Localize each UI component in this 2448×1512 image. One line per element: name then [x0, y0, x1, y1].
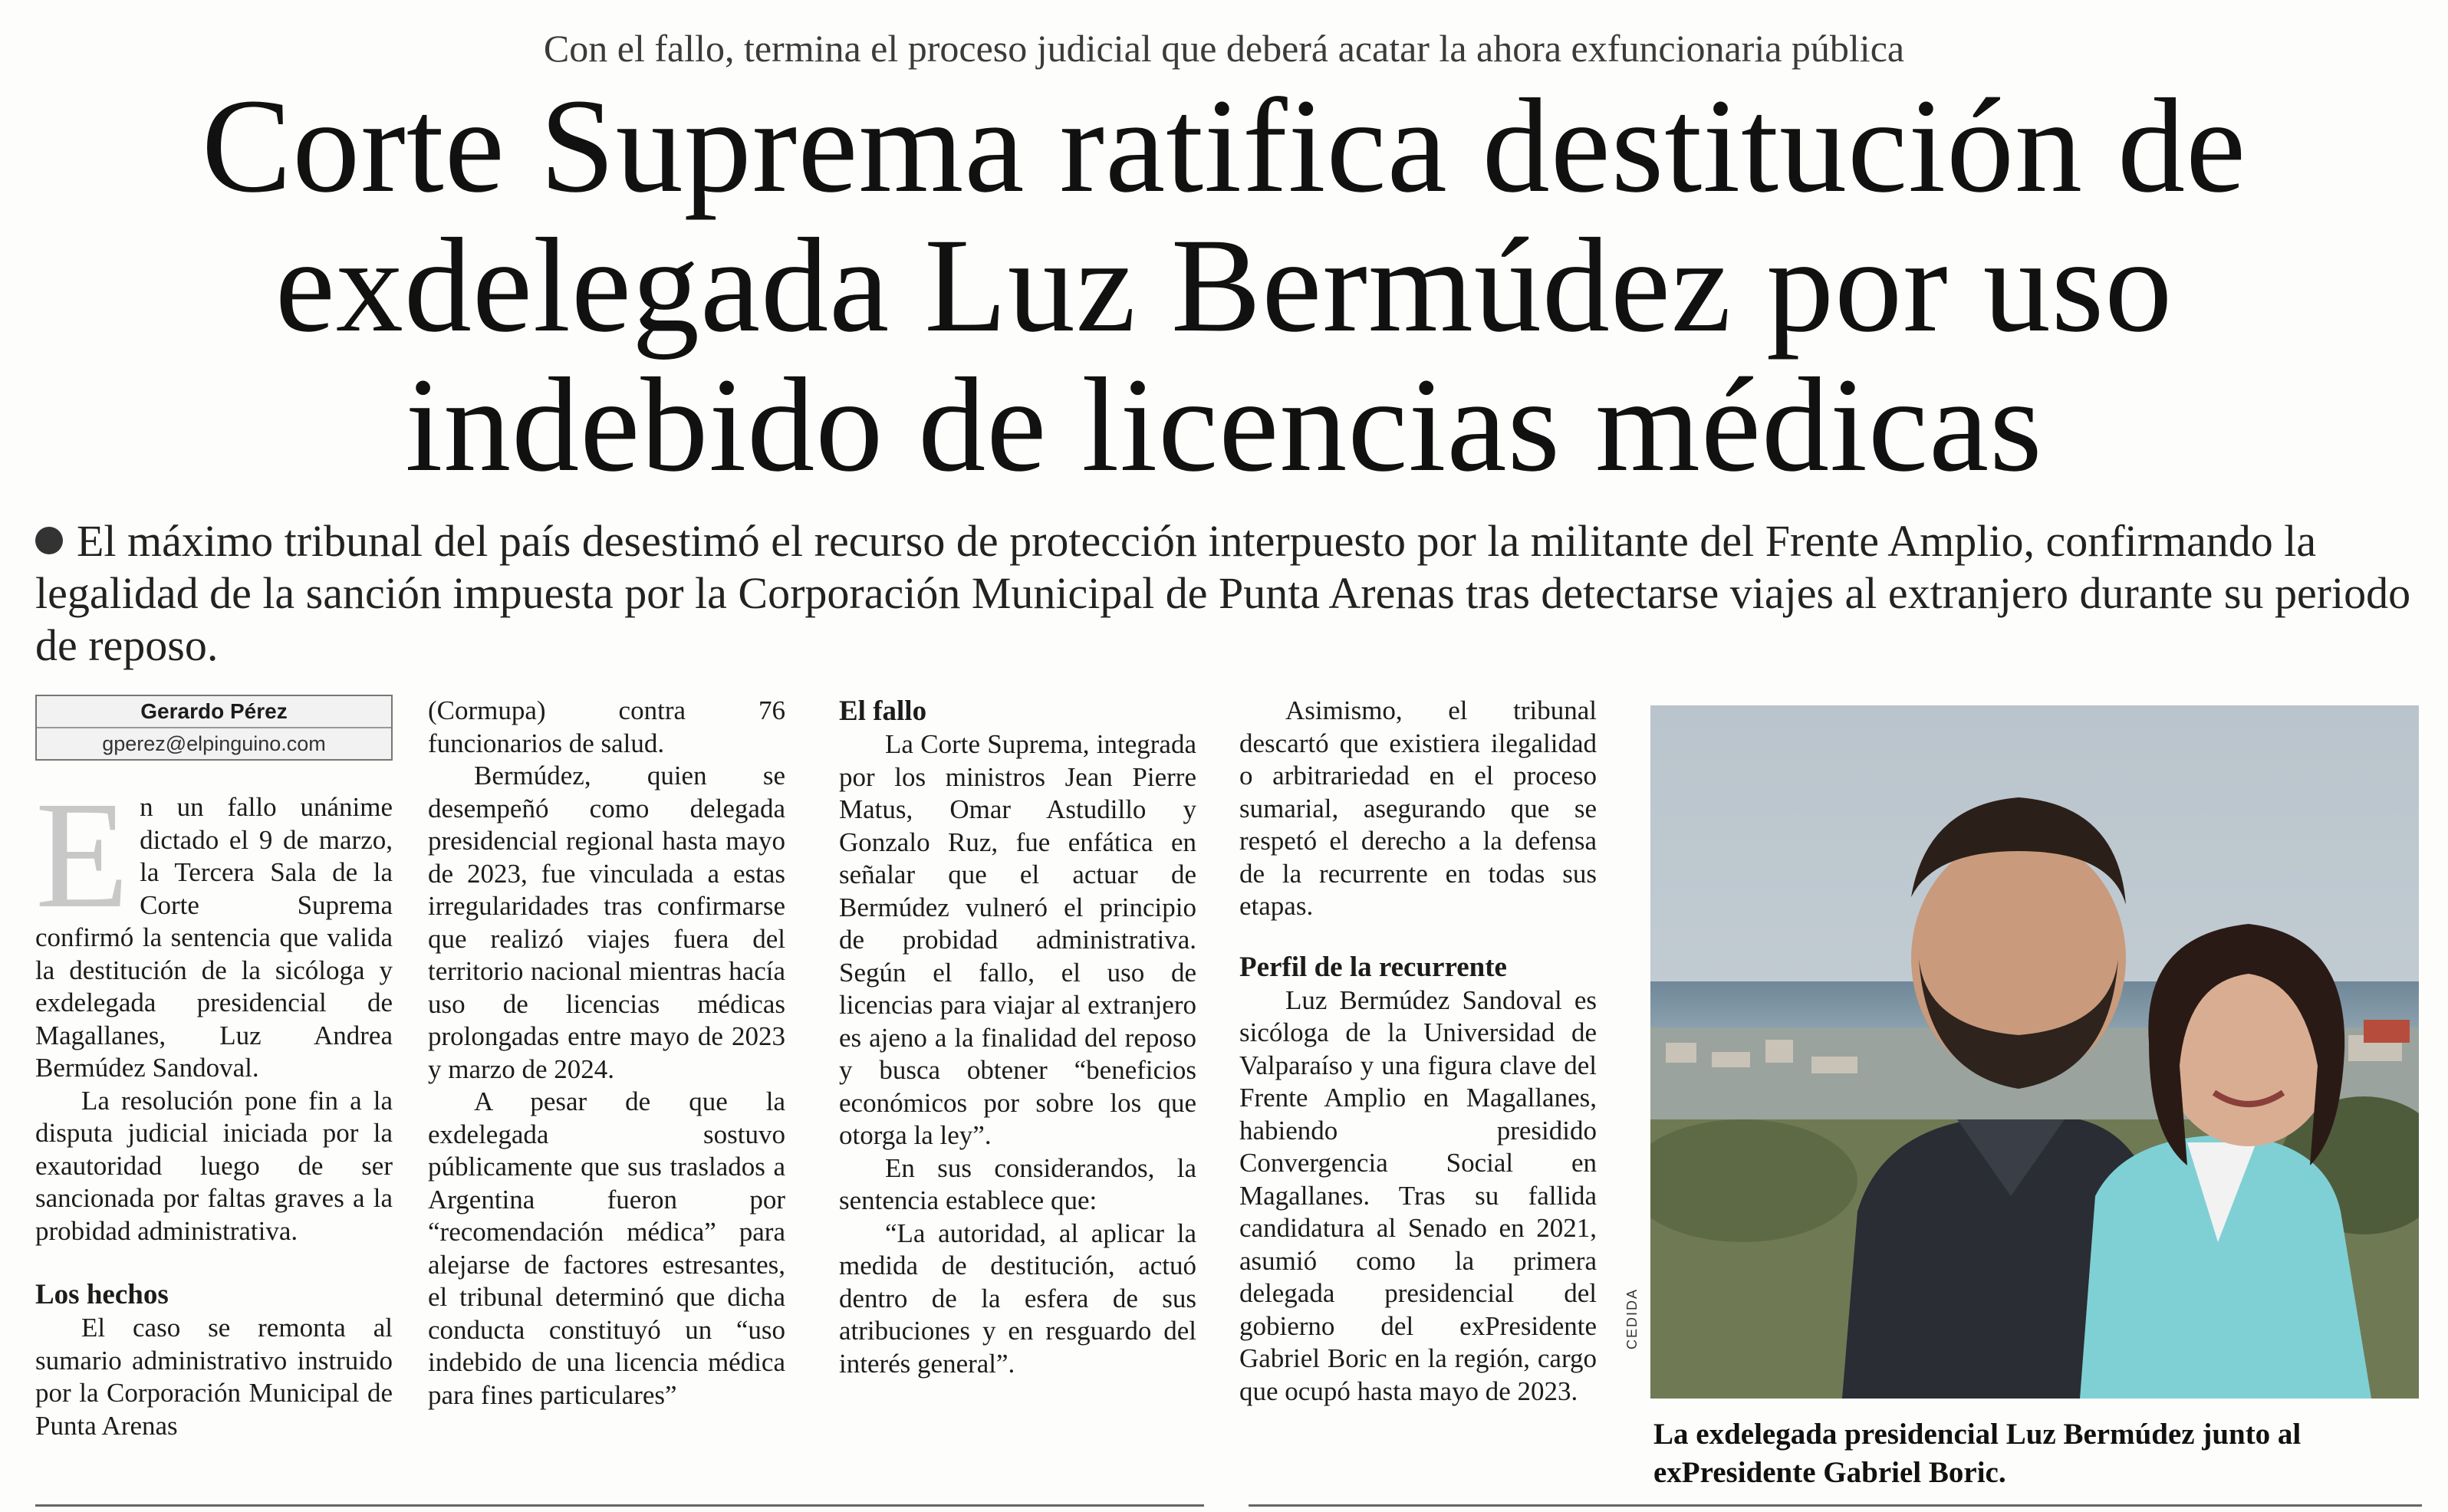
- photo-caption: La exdelegada presidencial Luz Bermúdez junto al exPresidente Gabriel Boric.: [1653, 1418, 2302, 1489]
- paragraph: El caso se remonta al sumario administrativo instruido por la Corporación Municipal de Punta Arenas: [35, 1313, 393, 1441]
- kicker: Con el fallo, termina el proceso judicial que deberá acatar la ahora exfuncionaria pública: [543, 27, 1905, 70]
- headline-line-1: Corte Suprema ratifica destitución de: [201, 71, 2247, 221]
- bullet-icon: [35, 527, 63, 554]
- bottom-rule-left: [35, 1504, 1204, 1507]
- paragraph: En sus considerandos, la sentencia establece que:: [839, 1152, 1196, 1215]
- drop-cap: E: [35, 771, 130, 940]
- lead-text: El máximo tribunal del país desestimó el recurso de protección interpuesto por la militante del Frente Amplio, confirmando la legalidad de la sanción impuesta por la Corporación Municipal de Punta Arenas tras detectarse viajes al extranjero durante su periodo de reposo.: [35, 516, 2411, 670]
- paragraph: La resolución pone fin a la disputa judicial iniciada por la exautoridad luego de ser sancionada por faltas graves a la probidad administrativa.: [35, 1085, 393, 1246]
- news-photo: [1650, 705, 2419, 1399]
- quote-paragraph: “La autoridad, al aplicar la medida de destitución, actuó dentro de la esfera de sus atribuciones y en resguardo del interés general”.: [839, 1218, 1196, 1379]
- headline: [0, 71, 2448, 500]
- paragraph: Bermúdez, quien se desempeñó como delegada presidencial regional hasta mayo de 2023, fue vinculada a estas irregularidades tras confirmarse que realizó viajes fuera del territorio nacional mientras hacía uso de licencias médicas prolongadas entre mayo de 2023 y marzo de 2024.: [428, 761, 785, 1084]
- paragraph: (Cormupa) contra 76 funcionarios de salud.: [428, 695, 785, 758]
- author-email[interactable]: gperez@elpinguino.com: [102, 732, 326, 755]
- byline-box: [35, 695, 393, 761]
- article-column-3: [839, 695, 1196, 1380]
- subheading-perfil: Perfil de la recurrente: [1239, 951, 1507, 983]
- subheading-los-hechos: Los hechos: [35, 1279, 169, 1310]
- headline-line-3: indebido de licencias médicas: [405, 350, 2043, 500]
- article-column-4: [1239, 695, 1597, 1408]
- paragraph: La Corte Suprema, integrada por los ministros Jean Pierre Matus, Omar Astudillo y Gonzalo Ruz, fue enfática en señalar que el actuar de Bermúdez vulneró el principio de probidad administrativa. Según el fallo, el uso de licencias para viajar al extranjero es ajeno a la finalidad del reposo y busca obtener “beneficios económicos por sobre los que otorga la ley”.: [839, 729, 1196, 1150]
- lead-paragraph: [35, 515, 2420, 672]
- paragraph: [35, 771, 393, 1085]
- paragraph: Asimismo, el tribunal descartó que existiera ilegalidad o arbitrariedad en el proceso sumarial, asegurando que se respetó el derecho a la defensa de la recurrente en todas sus etapas.: [1239, 695, 1597, 921]
- headline-line-2: exdelegada Luz Bermúdez por uso: [275, 211, 2173, 360]
- photo-credit: CEDIDA: [1624, 1287, 1640, 1349]
- paragraph-text: n un fallo unánime dictado el 9 de marzo, la Tercera Sala de la Corte Suprema confirmó la sentencia que valida la destitución de la sicóloga y exdelegada presidencial de Magallanes, Luz Andrea Bermúdez Sandoval.: [35, 792, 393, 1083]
- subheading-el-fallo: El fallo: [839, 695, 927, 727]
- article-column-2: [428, 695, 785, 1412]
- paragraph: A pesar de que la exdelegada sostuvo públicamente que sus traslados a Argentina fueron por “recomendación médica” para alejarse de factores estresantes, el tribunal determinó que dicha conducta constituyó un “uso indebido de una licencia médica para fines particulares”: [428, 1086, 785, 1410]
- author-name: Gerardo Pérez: [37, 696, 391, 728]
- article-column-1: [35, 695, 393, 1442]
- bottom-rule-right: [1249, 1504, 2422, 1507]
- paragraph: Luz Bermúdez Sandoval es sicóloga de la Universidad de Valparaíso y una figura clave del Frente Amplio en Magallanes, habiendo presidido Convergencia Social en Magallanes. Tras su fallida candidatura al Senado en 2021, asumió como la primera delegada presidencial del gobierno del exPresidente Gabriel Boric en la región, cargo que ocupó hasta mayo de 2023.: [1239, 984, 1597, 1406]
